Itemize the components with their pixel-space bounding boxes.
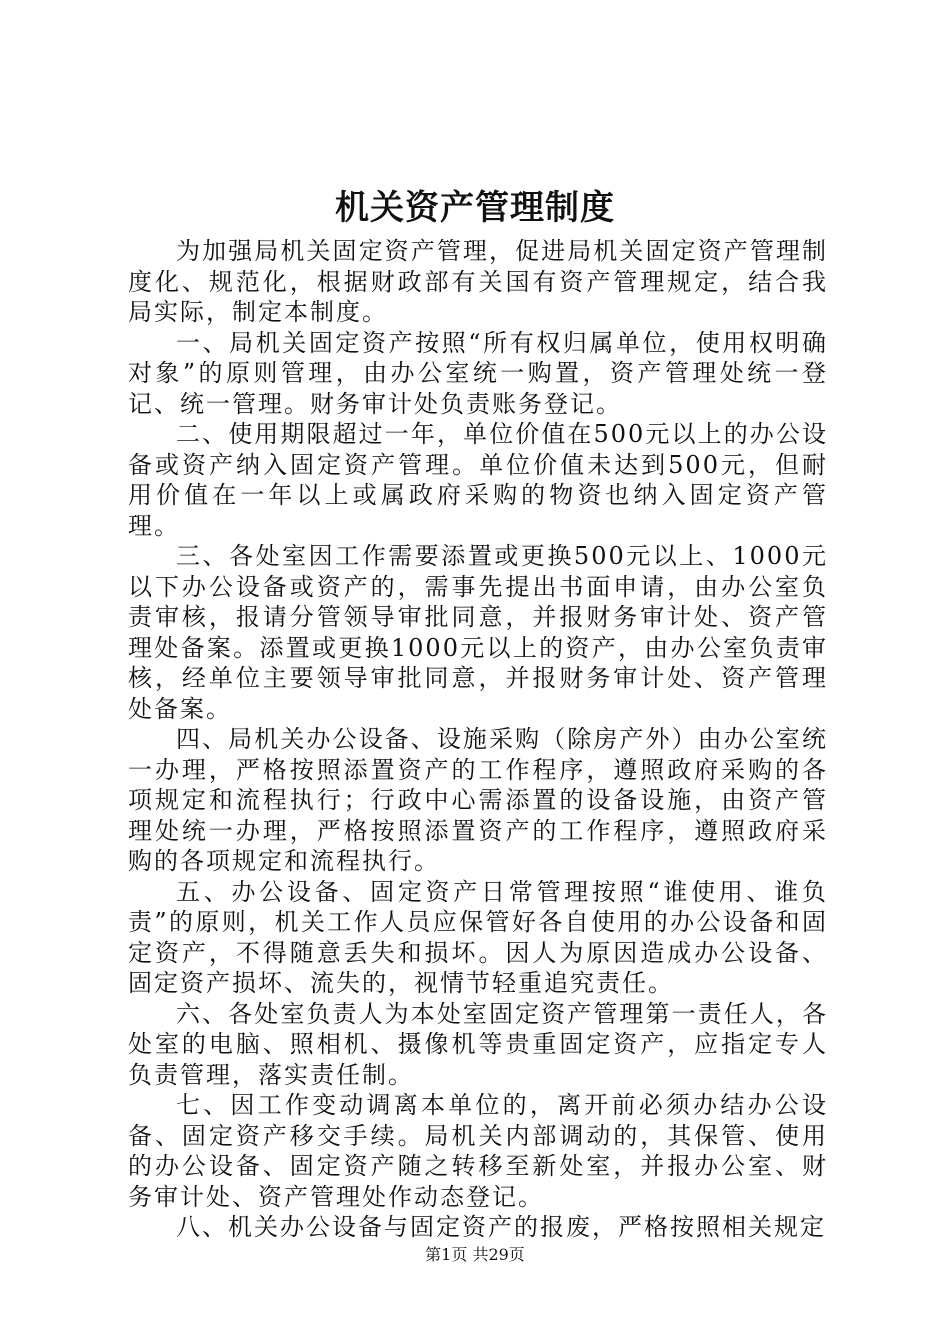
paragraph-clause-1: 一、局机关固定资产按照“所有权归属单位，使用权明确对象”的原则管理，由办公室统一购置，资产管理处统一登记、统一管理。财务审计处负责账务登记。 <box>128 328 828 418</box>
document-title: 机关资产管理制度 <box>335 188 615 228</box>
paragraph-clause-3: 三、各处室因工作需要添置或更换500元以上、1000元以下办公设备或资产的，需事先提出书面申请，由办公室负责审核，报请分管领导审批同意，并报财务审计处、资产管理处备案。添置或更换1000元以上的资产，由办公室负责审核，经单位主要领导审批同意，并报财务审计处、资产管理处备案。 <box>128 542 828 723</box>
document-body <box>128 236 828 1243</box>
paragraph-intro: 为加强局机关固定资产管理，促进局机关固定资产管理制度化、规范化，根据财政部有关国有资产管理规定，结合我局实际，制定本制度。 <box>128 237 828 326</box>
paragraph-clause-6: 六、各处室负责人为本处室固定资产管理第一责任人，各处室的电脑、照相机、摄像机等贵重固定资产，应指定专人负责管理，落实责任制。 <box>128 999 828 1089</box>
paragraph-clause-4: 四、局机关办公设备、设施采购（除房产外）由办公室统一办理，严格按照添置资产的工作程序，遵照政府采购的各项规定和流程执行；行政中心需添置的设备设施，由资产管理处统一办理，严格按照添置资产的工作程序，遵照政府采购的各项规定和流程执行。 <box>128 725 828 875</box>
paragraph-clause-2: 二、使用期限超过一年，单位价值在500元以上的办公设备或资产纳入固定资产管理。单位价值未达到500元，但耐用价值在一年以上或属政府采购的物资也纳入固定资产管理。 <box>128 420 828 540</box>
paragraph-clause-5: 五、办公设备、固定资产日常管理按照“谁使用、谁负责”的原则，机关工作人员应保管好各自使用的办公设备和固定资产，不得随意丢失和损坏。因人为原因造成办公设备、固定资产损坏、流失的，视情节轻重追究责任。 <box>128 877 828 997</box>
paragraph-clause-8: 八、机关办公设备与固定资产的报废，严格按照相关规定 <box>176 1213 826 1241</box>
paragraph-clause-7: 七、因工作变动调离本单位的，离开前必须办结办公设备、固定资产移交手续。局机关内部调动的，其保管、使用的办公设备、固定资产随之转移至新处室，并报办公室、财务审计处、资产管理处作动态登记。 <box>128 1091 828 1211</box>
page-footer: 第1页 共29页 <box>425 1245 525 1264</box>
